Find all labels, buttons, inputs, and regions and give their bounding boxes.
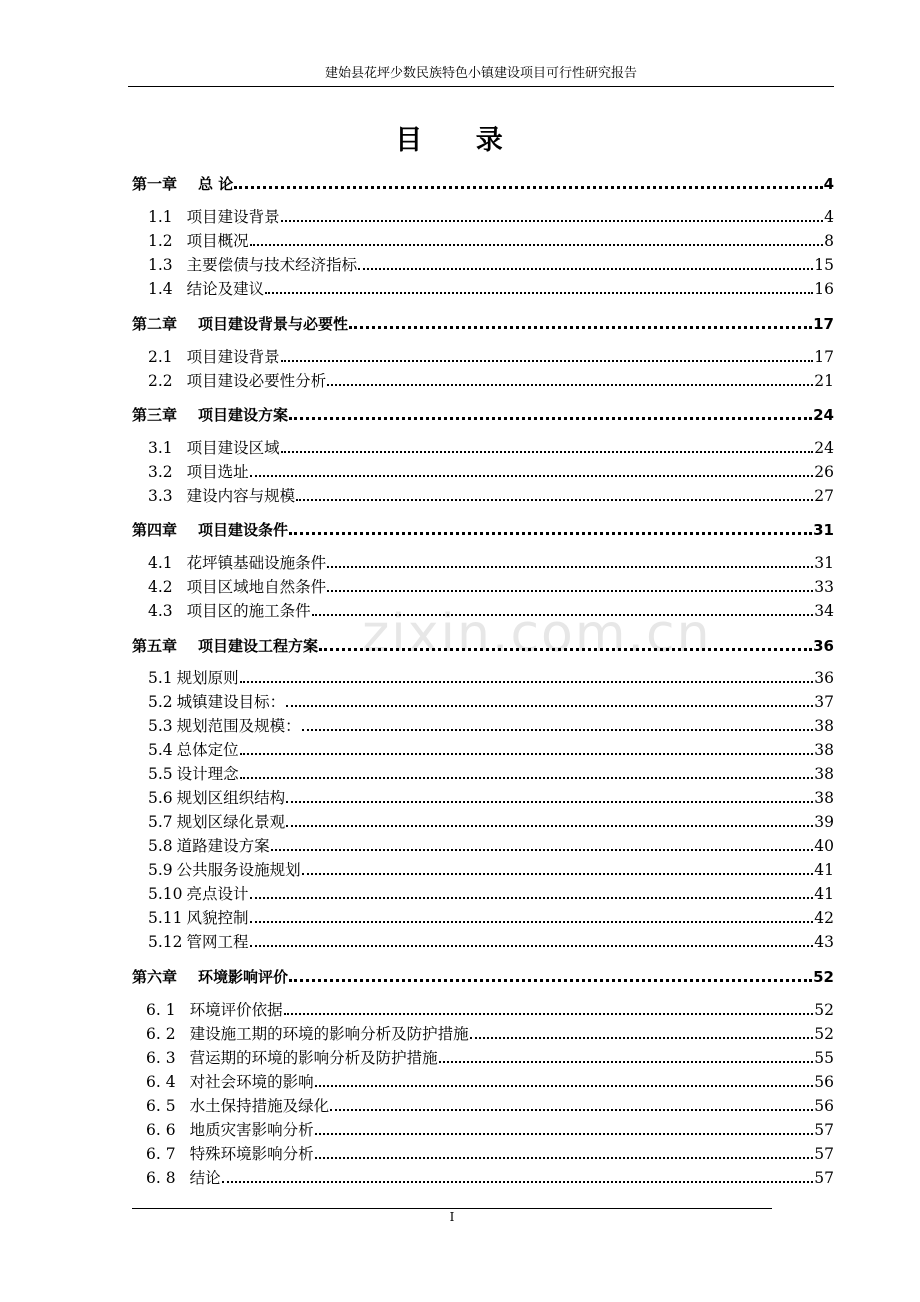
toc-entry-page: 24 — [813, 406, 834, 424]
page-number: I — [449, 1210, 455, 1224]
toc-section-entry[interactable] — [132, 760, 834, 782]
toc-entry-title: 地质灾害影响分析 — [189, 1121, 314, 1139]
toc-entry-page: 41 — [814, 885, 834, 903]
toc-dot-leader — [286, 688, 813, 707]
toc-entry-page: 56 — [814, 1073, 834, 1091]
toc-entry-page: 17 — [813, 315, 834, 333]
toc-dot-leader — [240, 664, 814, 683]
toc-section-entry[interactable] — [132, 856, 834, 878]
toc-dot-leader — [250, 227, 823, 246]
toc-section-entry[interactable] — [132, 573, 834, 595]
toc-entry-title: 营运期的环境的影响分析及防护措施 — [189, 1049, 438, 1067]
toc-entry-page: 8 — [824, 232, 834, 250]
toc-entry-number: 5.9 — [148, 861, 173, 879]
toc-entry-page: 4 — [824, 208, 834, 226]
toc-entry-number: 1.3 — [148, 256, 173, 274]
toc-entry-title: 对社会环境的影响 — [189, 1073, 314, 1091]
toc-entry-page: 15 — [814, 256, 834, 274]
toc-section-entry[interactable] — [132, 784, 834, 806]
toc-section-entry[interactable] — [132, 1140, 834, 1162]
toc-entry-title: 项目建设背景与必要性 — [198, 315, 349, 333]
watermark: zixin.com.cn — [362, 604, 712, 664]
toc-entry-number: 5.3 — [148, 717, 173, 735]
toc-entry-page: 34 — [814, 602, 834, 620]
toc-dot-leader — [234, 169, 822, 189]
toc-entry-number: 5.10 — [148, 885, 183, 903]
toc-entry-page: 39 — [814, 813, 834, 831]
toc-entry-page: 52 — [813, 968, 834, 986]
toc-section-entry[interactable] — [132, 928, 834, 950]
toc-entry-title: 管网工程 — [186, 933, 249, 951]
toc-entry-page: 36 — [814, 669, 834, 687]
toc-dot-leader — [250, 458, 814, 477]
toc-section-entry[interactable] — [132, 482, 834, 504]
toc-section-entry[interactable] — [132, 251, 834, 273]
toc-entry-page: 33 — [814, 578, 834, 596]
toc-entry-title: 风貌控制 — [186, 909, 249, 927]
toc-entry-page: 57 — [814, 1169, 834, 1187]
toc-entry-page: 36 — [813, 637, 834, 655]
toc-section-entry[interactable] — [132, 1092, 834, 1114]
toc-dot-leader — [250, 904, 814, 923]
toc-dot-leader — [470, 1020, 814, 1039]
toc-entry-number: 4.3 — [148, 602, 173, 620]
toc-dot-leader — [286, 808, 813, 827]
toc-entry-page: 31 — [813, 521, 834, 539]
toc-section-entry[interactable] — [132, 996, 834, 1018]
toc-section-entry[interactable] — [132, 275, 834, 297]
toc-section-entry[interactable] — [132, 808, 834, 830]
toc-entry-title: 道路建设方案 — [176, 837, 270, 855]
toc-section-entry[interactable] — [132, 688, 834, 710]
toc-entry-title: 结论及建议 — [186, 280, 265, 298]
toc-entry-page: 43 — [814, 933, 834, 951]
toc-entry-title: 项目区的施工条件 — [186, 602, 311, 620]
toc-entry-page: 21 — [814, 372, 834, 390]
toc-dot-leader — [240, 760, 814, 779]
toc-entry-title: 总 论 — [198, 175, 234, 193]
toc-section-entry[interactable] — [132, 664, 834, 686]
toc-entry-title: 结论 — [189, 1169, 221, 1187]
toc-section-entry[interactable] — [132, 712, 834, 734]
toc-entry-title: 亮点设计 — [186, 885, 249, 903]
toc-entry-number: 第四章 — [132, 521, 178, 539]
toc-dot-leader — [240, 736, 814, 755]
toc-entry-title: 城镇建设目标： — [176, 693, 286, 711]
toc-section-entry[interactable] — [132, 1164, 834, 1186]
toc-section-entry[interactable] — [132, 1044, 834, 1066]
toc-chapter-entry[interactable] — [132, 400, 834, 422]
toc-entry-number: 5.12 — [148, 933, 183, 951]
toc-entry-number: 6. 3 — [146, 1049, 176, 1067]
toc-entry-number: 5.7 — [148, 813, 173, 831]
toc-dot-leader — [250, 880, 814, 899]
toc-chapter-entry[interactable] — [132, 515, 834, 537]
toc-entry-page: 57 — [814, 1145, 834, 1163]
toc-entry-number: 6. 2 — [146, 1025, 176, 1043]
toc-section-entry[interactable] — [132, 832, 834, 854]
toc-entry-title: 项目概况 — [186, 232, 249, 250]
toc-section-entry[interactable] — [132, 904, 834, 926]
toc-entry-title: 规划范围及规模： — [176, 717, 301, 735]
toc-entry-page: 40 — [814, 837, 834, 855]
toc-dot-leader — [330, 1092, 813, 1111]
toc-dot-leader — [327, 549, 813, 568]
toc-entry-page: 37 — [814, 693, 834, 711]
toc-dot-leader — [271, 832, 814, 851]
toc-entry-number: 4.2 — [148, 578, 173, 596]
toc-entry-title: 环境评价依据 — [189, 1001, 283, 1019]
toc-section-entry[interactable] — [132, 343, 834, 365]
toc-section-entry[interactable] — [132, 736, 834, 758]
running-header — [128, 64, 834, 87]
toc-entry-page: 41 — [814, 861, 834, 879]
toc-entry-page: 4 — [823, 175, 834, 193]
toc-section-entry[interactable] — [132, 1116, 834, 1138]
toc-entry-page: 24 — [814, 439, 834, 457]
toc-entry-title: 建设施工期的环境的影响分析及防护措施 — [189, 1025, 469, 1043]
toc-entry-number: 5.6 — [148, 789, 173, 807]
toc-entry-number: 3.1 — [148, 439, 173, 457]
toc-entry-number: 1.2 — [148, 232, 173, 250]
toc-entry-title: 规划区绿化景观 — [176, 813, 286, 831]
toc-chapter-entry[interactable] — [132, 169, 834, 191]
toc-dot-leader — [265, 275, 813, 294]
toc-entry-title: 项目建设方案 — [198, 406, 289, 424]
toc-entry-title: 环境影响评价 — [198, 968, 289, 986]
toc-chapter-entry[interactable] — [132, 962, 834, 984]
toc-entry-number: 6. 4 — [146, 1073, 176, 1091]
toc-entry-title: 项目区域地自然条件 — [186, 578, 327, 596]
toc-dot-leader — [358, 251, 813, 270]
toc-dot-leader — [289, 400, 812, 420]
toc-entry-page: 26 — [814, 463, 834, 481]
toc-entry-number: 第一章 — [132, 175, 178, 193]
toc-entry-number: 3.3 — [148, 487, 173, 505]
toc-entry-number: 5.8 — [148, 837, 173, 855]
toc-dot-leader — [281, 343, 814, 362]
toc-dot-leader — [349, 309, 812, 329]
toc-entry-page: 38 — [814, 789, 834, 807]
toc-entry-page: 42 — [814, 909, 834, 927]
toc-entry-title: 总体定位 — [176, 741, 239, 759]
toc-dot-leader — [315, 1116, 814, 1135]
toc-entry-title: 建设内容与规模 — [186, 487, 296, 505]
toc-dot-leader — [327, 367, 813, 386]
toc-entry-number: 2.1 — [148, 348, 173, 366]
toc-section-entry[interactable] — [132, 1068, 834, 1090]
toc-dot-leader — [319, 631, 812, 651]
toc-dot-leader — [289, 515, 812, 535]
toc-section-entry[interactable] — [132, 203, 834, 225]
toc-entry-title: 规划原则 — [176, 669, 239, 687]
toc-entry-number: 5.2 — [148, 693, 173, 711]
toc-dot-leader — [302, 856, 814, 875]
toc-dot-leader — [281, 203, 823, 222]
toc-dot-leader — [312, 597, 814, 616]
toc-dot-leader — [286, 784, 813, 803]
toc-entry-title: 项目建设工程方案 — [198, 637, 319, 655]
toc-section-entry[interactable] — [132, 458, 834, 480]
footer-divider — [132, 1208, 772, 1209]
toc-entry-number: 3.2 — [148, 463, 173, 481]
toc-section-entry[interactable] — [132, 597, 834, 619]
toc-entry-number: 6. 5 — [146, 1097, 176, 1115]
toc-entry-title: 主要偿债与技术经济指标 — [186, 256, 358, 274]
toc-dot-leader — [315, 1140, 814, 1159]
toc-entry-title: 项目建设必要性分析 — [186, 372, 327, 390]
toc-entry-number: 6. 7 — [146, 1145, 176, 1163]
toc-entry-title: 项目建设背景 — [186, 348, 280, 366]
toc-dot-leader — [439, 1044, 814, 1063]
toc-dot-leader — [315, 1068, 814, 1087]
toc-dot-leader — [250, 928, 814, 947]
toc-entry-number: 6. 8 — [146, 1169, 176, 1187]
toc-entry-number: 4.1 — [148, 554, 173, 572]
toc-dot-leader — [284, 996, 814, 1015]
toc-entry-title: 项目选址 — [186, 463, 249, 481]
toc-entry-page: 27 — [814, 487, 834, 505]
toc-dot-leader — [296, 482, 813, 501]
toc-section-entry[interactable] — [132, 367, 834, 389]
toc-entry-title: 花坪镇基础设施条件 — [186, 554, 327, 572]
toc-entry-number: 1.1 — [148, 208, 173, 226]
toc-entry-page: 55 — [814, 1049, 834, 1067]
toc-entry-number: 5.5 — [148, 765, 173, 783]
toc-entry-page: 38 — [814, 717, 834, 735]
toc-entry-title: 设计理念 — [176, 765, 239, 783]
toc-entry-title: 水土保持措施及绿化 — [189, 1097, 330, 1115]
toc-entry-title: 公共服务设施规划 — [176, 861, 301, 879]
toc-entry-number: 第五章 — [132, 637, 178, 655]
toc-entry-title: 特殊环境影响分析 — [189, 1145, 314, 1163]
toc-entry-number: 1.4 — [148, 280, 173, 298]
toc-entry-number: 5.1 — [148, 669, 173, 687]
toc-section-entry[interactable] — [132, 434, 834, 456]
toc-entry-number: 第六章 — [132, 968, 178, 986]
toc-entry-page: 16 — [814, 280, 834, 298]
toc-entry-title: 项目建设条件 — [198, 521, 289, 539]
toc-entry-page: 17 — [814, 348, 834, 366]
toc-chapter-entry[interactable] — [132, 631, 834, 653]
toc-section-entry[interactable] — [132, 880, 834, 902]
running-header-text: 建始县花坪少数民族特色小镇建设项目可行性研究报告 — [324, 66, 637, 81]
toc-entry-page: 56 — [814, 1097, 834, 1115]
toc-entry-page: 52 — [814, 1001, 834, 1019]
toc-dot-leader — [289, 962, 812, 982]
toc-entry-number: 5.4 — [148, 741, 173, 759]
toc-entry-number: 5.11 — [148, 909, 183, 927]
toc-dot-leader — [302, 712, 814, 731]
toc-dot-leader — [281, 434, 814, 453]
toc-entry-number: 第二章 — [132, 315, 178, 333]
page-title: 目 录 — [395, 125, 525, 156]
toc-entry-page: 52 — [814, 1025, 834, 1043]
toc-entry-number: 2.2 — [148, 372, 173, 390]
toc-section-entry[interactable] — [132, 227, 834, 249]
toc-dot-leader — [327, 573, 813, 592]
toc-entry-page: 38 — [814, 765, 834, 783]
toc-section-entry[interactable] — [132, 549, 834, 571]
toc-entry-number: 6. 1 — [146, 1001, 176, 1019]
toc-chapter-entry[interactable] — [132, 309, 834, 331]
toc-entry-title: 规划区组织结构 — [176, 789, 286, 807]
toc-dot-leader — [222, 1164, 814, 1183]
toc-section-entry[interactable] — [132, 1020, 834, 1042]
toc-entry-title: 项目建设区域 — [186, 439, 280, 457]
toc-entry-page: 38 — [814, 741, 834, 759]
toc-entry-page: 31 — [814, 554, 834, 572]
toc-entry-title: 项目建设背景 — [186, 208, 280, 226]
toc-entry-page: 57 — [814, 1121, 834, 1139]
toc-entry-number: 第三章 — [132, 406, 178, 424]
toc-entry-number: 6. 6 — [146, 1121, 176, 1139]
